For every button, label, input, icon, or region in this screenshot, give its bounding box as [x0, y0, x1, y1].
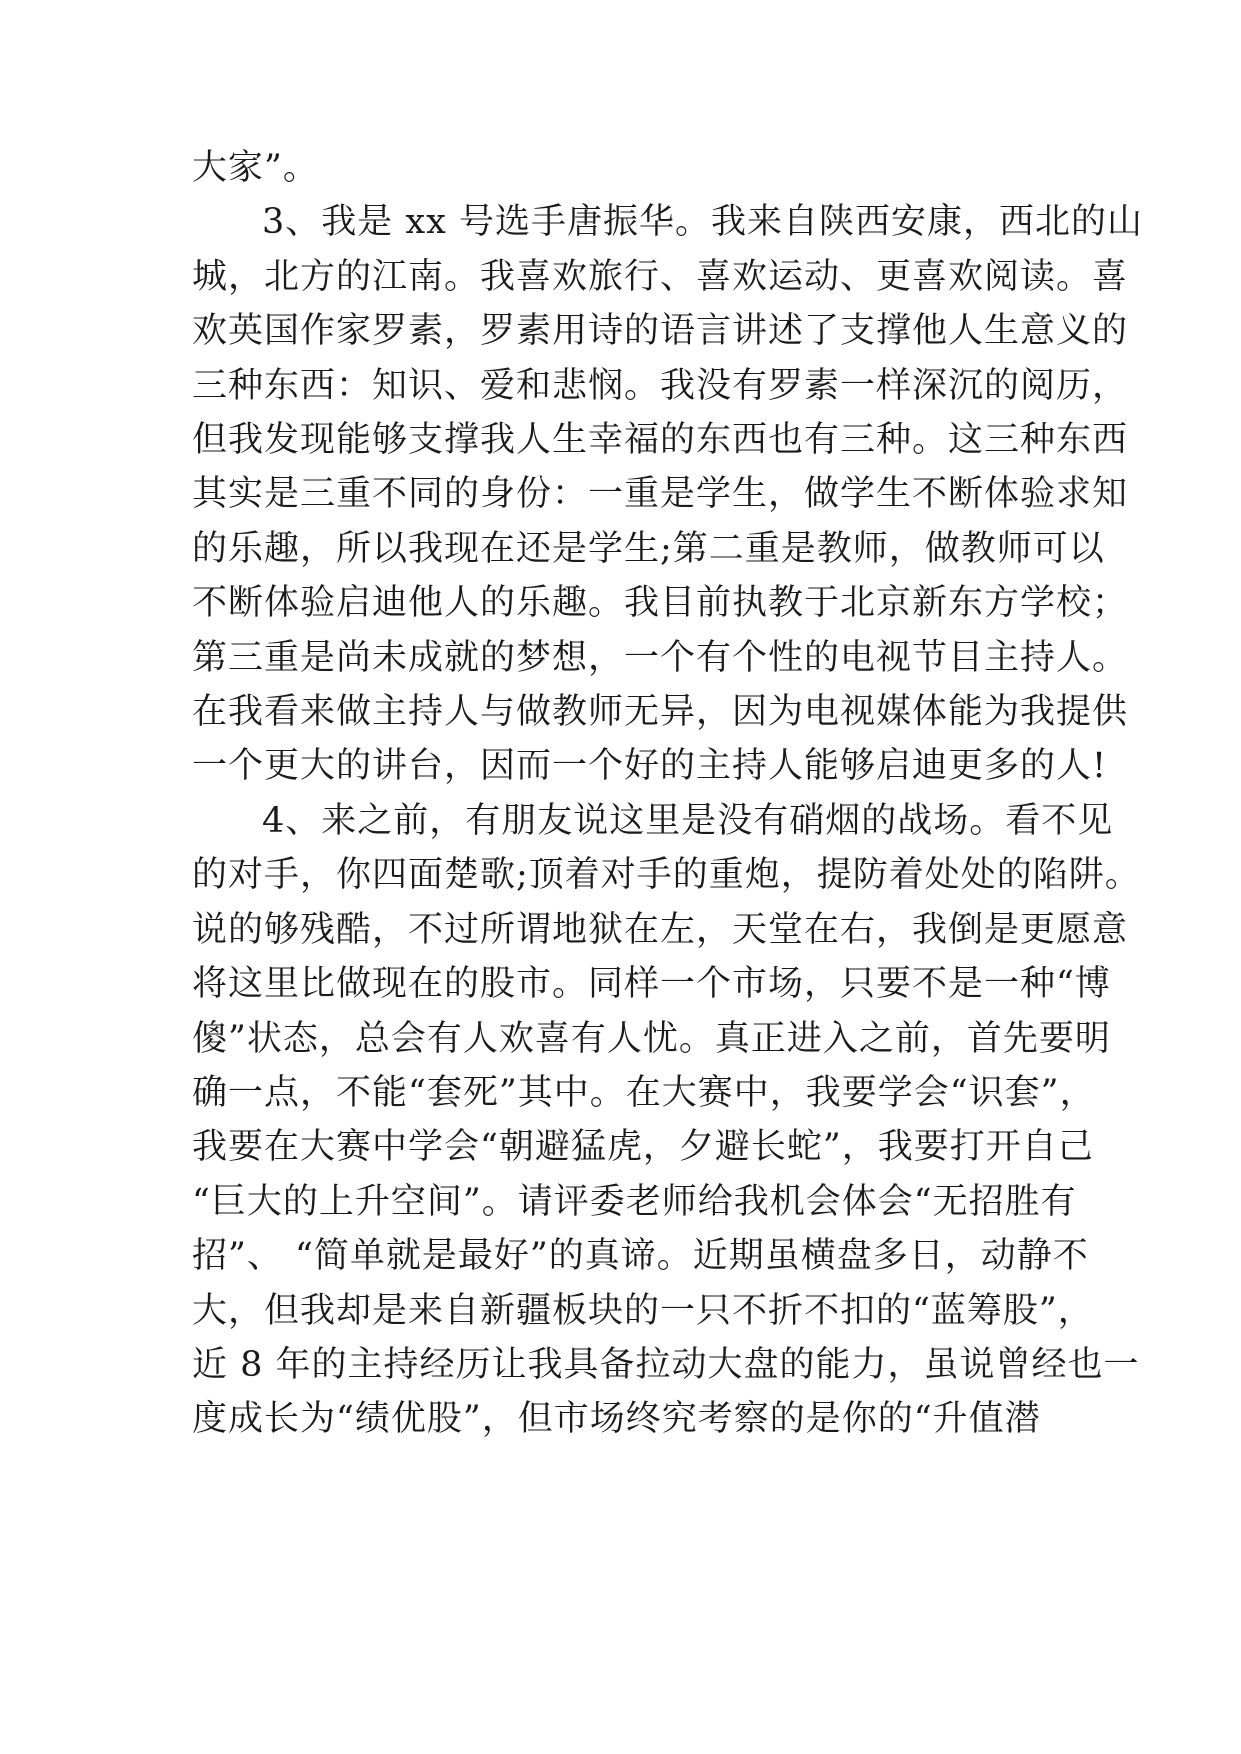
text-line: 我要在大赛中学会“朝避猛虎，夕避长蛇”，我要打开自己: [192, 1127, 1094, 1167]
text-line: 城，北方的江南。我喜欢旅行、喜欢运动、更喜欢阅读。喜: [192, 257, 1129, 297]
text-line: “巨大的上升空间”。请评委老师给我机会体会“无招胜有: [192, 1182, 1077, 1222]
text-line: 3、我是 xx 号选手唐振华。我来自陕西安康，西北的山: [262, 202, 1143, 242]
text-line: 三种东西：知识、爱和悲悯。我没有罗素一样深沉的阅历，: [192, 366, 1129, 406]
text-line: 度成长为“绩优股”，但市场终究考察的是你的“升值潜: [192, 1399, 1041, 1439]
text-line: 招”、 “简单就是最好”的真谛。近期虽横盘多日，动静不: [192, 1236, 1089, 1276]
text-line: 的对手，你四面楚歌;顶着对手的重炮，提防着处处的陷阱。: [192, 855, 1141, 895]
text-line: 一个更大的讲台，因而一个好的主持人能够启迪更多的人!: [192, 746, 1108, 786]
text-line: 确一点，不能“套死”其中。在大赛中，我要学会“识套”，: [192, 1073, 1096, 1113]
text-line: 4、来之前，有朋友说这里是没有硝烟的战场。看不见: [262, 801, 1114, 841]
text-line: 其实是三重不同的身份：一重是学生，做学生不断体验求知: [192, 474, 1129, 514]
text-line: 欢英国作家罗素，罗素用诗的语言讲述了支撑他人生意义的: [192, 311, 1129, 351]
text-line: 第三重是尚未成就的梦想，一个有个性的电视节目主持人。: [192, 638, 1129, 678]
text-line: 傻”状态，总会有人欢喜有人忧。真正进入之前，首先要明: [192, 1019, 1111, 1059]
text-line: 在我看来做主持人与做教师无异，因为电视媒体能为我提供: [192, 692, 1129, 732]
text-line: 近 8 年的主持经历让我具备拉动大盘的能力，虽说曾经也一: [192, 1345, 1140, 1385]
text-line: 的乐趣，所以我现在还是学生;第二重是教师，做教师可以: [192, 529, 1105, 569]
text-line: 不断体验启迪他人的乐趣。我目前执教于北京新东方学校；: [192, 583, 1129, 623]
text-line: 大，但我却是来自新疆板块的一只不折不扣的“蓝筹股”，: [192, 1291, 1094, 1331]
text-line: 说的够残酷，不过所谓地狱在左，天堂在右，我倒是更愿意: [192, 910, 1129, 950]
text-line: 将这里比做现在的股市。同样一个市场，只要不是一种“博: [192, 964, 1111, 1004]
text-line: 大家”。: [192, 148, 319, 188]
text-line: 但我发现能够支撑我人生幸福的东西也有三种。这三种东西: [192, 420, 1129, 460]
